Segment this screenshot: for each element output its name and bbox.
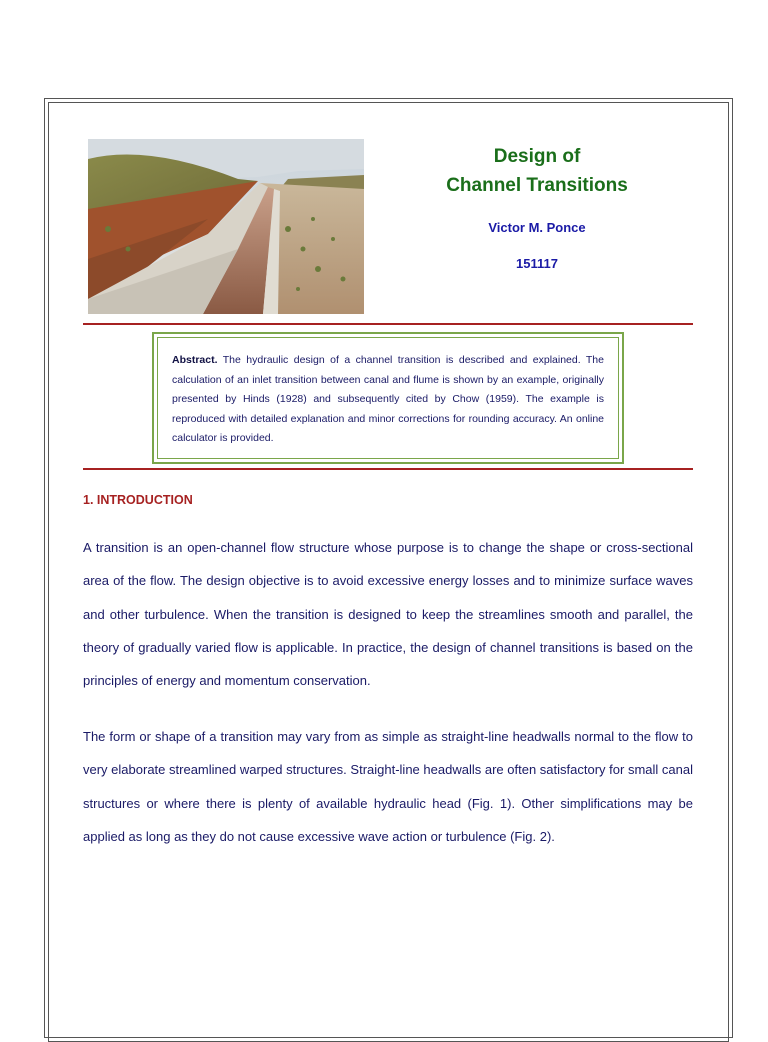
abstract-text: The hydraulic design of a channel transition is described and explained. The calculation of an inlet transition between canal and flume is shown by an example, originally presented by Hinds (1928) and subsequently cited by Chow (1959). The example is reproduced with detailed explanation and minor corrections for rounding accuracy. An online calculator is provided. (172, 354, 604, 444)
divider-top (83, 323, 693, 325)
abstract-box (152, 332, 624, 464)
section-heading: 1. INTRODUCTION (83, 493, 193, 507)
document-date: 151117 (516, 256, 558, 271)
title-block (382, 142, 692, 271)
title-line-1: Design of (493, 146, 581, 167)
abstract-content (157, 337, 619, 459)
divider-bottom (83, 468, 693, 470)
canal-photo (88, 139, 364, 314)
title-line-2: Channel Transitions (446, 175, 628, 196)
intro-paragraph-1: A transition is an open-channel flow structure whose purpose is to change the shape or cross-sectional area of the flow. The design objective is to avoid excessive energy losses and to minimize surface waves and other turbulence. When the transition is designed to keep the streamlines smooth and parallel, the theory of gradually varied flow is applicable. In practice, the design of channel transitions is based on the principles of energy and momentum conservation. (83, 540, 693, 689)
intro-paragraph-2: The form or shape of a transition may vary from as simple as straight-line headwalls normal to the flow to very elaborate streamlined warped structures. Straight-line headwalls are often satisfactory for small canal structures or where there is plenty of available hydraulic head (Fig. 1). Other simplifications may be applied as long as they do not cause excessive wave action or turbulence (Fig. 2). (83, 729, 693, 844)
author-name: Victor M. Ponce (488, 220, 586, 235)
abstract-label: Abstract. (172, 354, 218, 366)
